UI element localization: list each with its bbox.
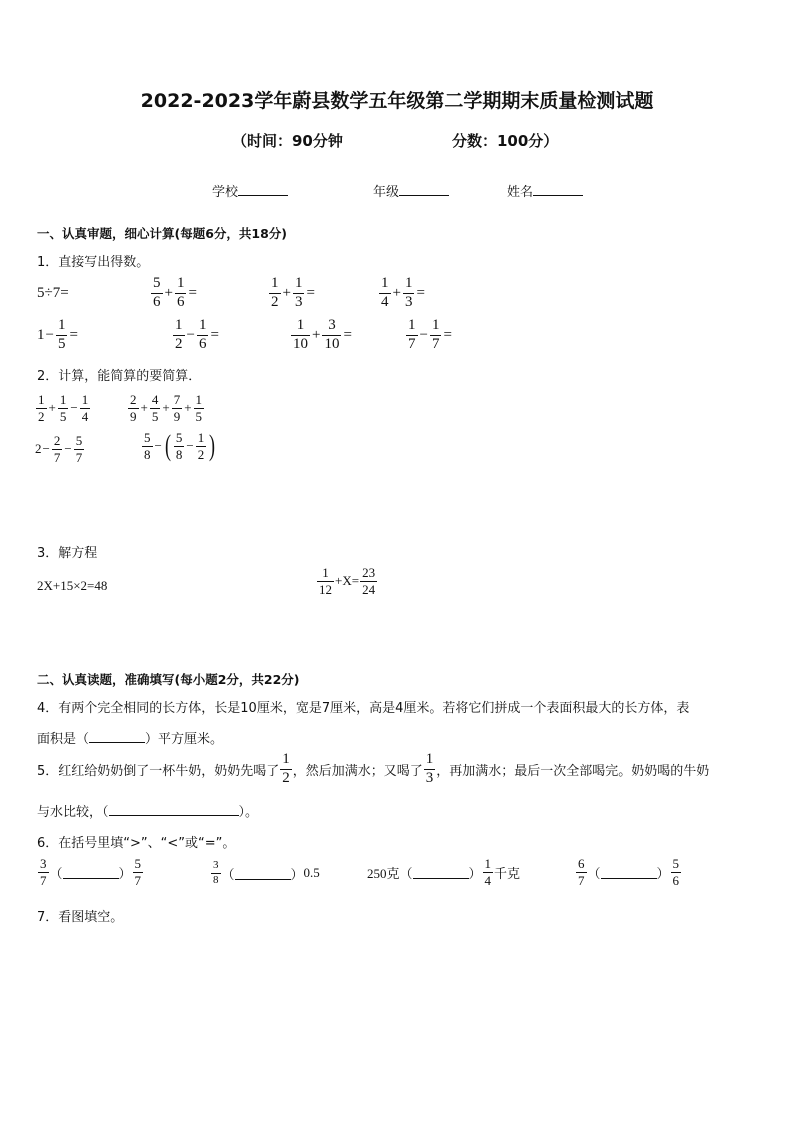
q6-blank-4[interactable] <box>601 866 657 879</box>
q2-calc-4: $\frac{5}{8}$ − ( $\frac{5}{8}$ − $\frac{1}{2}$ ) <box>144 429 216 463</box>
grade-label: 年级 <box>373 185 400 200</box>
q1-expr-2: $\frac{5}{6}$ + $\frac{1}{6}$ = <box>153 275 197 310</box>
q6-blank-1[interactable] <box>63 866 119 879</box>
q7-label: 7．看图填空。 <box>37 910 124 925</box>
q5-line-1: 5．红红给奶奶倒了一杯牛奶，奶奶先喝了 $\frac{1}{2}$ ，然后加满水；又喝了 $\frac{1}{3}$ ，再加满水；最后一次全部喝完。奶奶喝的牛奶 <box>37 751 710 786</box>
q2-calc-3: 2 − $\frac{2}{7}$ − $\frac{5}{7}$ <box>35 433 83 465</box>
q4-line-2: 面积是（ ）平方厘米。 <box>37 732 224 747</box>
exam-score: 分数：100分） <box>452 132 559 150</box>
name-field <box>507 181 583 200</box>
q5-answer-blank[interactable] <box>109 803 239 816</box>
q1-expr-6: $\frac{1}{2}$ − $\frac{1}{6}$ = <box>175 317 219 352</box>
q1-expr-5: 1 − $\frac{1}{5}$ = <box>37 317 78 352</box>
q2-calc-2: $\frac{2}{9}$ + $\frac{4}{5}$ + $\frac{7}{9}$ + $\frac{1}{5}$ <box>130 392 203 424</box>
q6-blank-2[interactable] <box>235 867 291 880</box>
q2-label: 2．计算，能简算的要简算． <box>37 369 202 384</box>
q1-expr-3: $\frac{1}{2}$ + $\frac{1}{3}$ = <box>271 275 315 310</box>
exam-time: （时间：90分钟 <box>232 132 343 150</box>
school-label: 学校 <box>212 185 239 200</box>
grade-blank[interactable] <box>399 183 449 196</box>
q6-compare-3: 250克 （ ） $\frac{1}{4}$ 千克 <box>367 856 521 888</box>
name-blank[interactable] <box>533 183 583 196</box>
q1-expr-7: $\frac{1}{10}$ + $\frac{3}{10}$ = <box>293 317 352 352</box>
school-blank[interactable] <box>238 183 288 196</box>
q1-expr-8: $\frac{1}{7}$ − $\frac{1}{7}$ = <box>408 317 452 352</box>
q6-compare-1: $\frac{3}{7}$ （ ） $\frac{5}{7}$ <box>40 856 142 888</box>
q4-answer-blank[interactable] <box>89 730 145 743</box>
q6-blank-3[interactable] <box>413 866 469 879</box>
q3-equation-2: $\frac{1}{12}$ +X= $\frac{23}{24}$ <box>319 565 376 597</box>
name-label: 姓名 <box>507 185 534 200</box>
page-title: 2022-2023学年蔚县数学五年级第二学期期末质量检测试题 <box>140 90 654 112</box>
q4-line-1: 4．有两个完全相同的长方体，长是10厘米，宽是7厘米，高是4厘米。若将它们拼成一个表面积最大的长方体，表 <box>37 701 690 716</box>
q1-expr-1: 5÷7= <box>37 285 69 301</box>
q3-equation-1: 2X+15×2=48 <box>37 578 108 593</box>
grade-field <box>373 181 449 200</box>
section2-heading: 二、认真读题，准确填写(每小题2分，共22分) <box>37 672 300 687</box>
q5-line-2: 与水比较，（ ）。 <box>37 805 259 820</box>
q1-label: 1．直接写出得数。 <box>37 255 150 270</box>
q3-label: 3．解方程 <box>37 546 98 561</box>
section1-heading: 一、认真审题，细心计算(每题6分，共18分) <box>37 226 288 241</box>
q6-compare-2: $\frac{3}{8}$ （ ） 0.5 <box>213 859 320 886</box>
q6-compare-4: $\frac{6}{7}$ （ ） $\frac{5}{6}$ <box>578 856 680 888</box>
q6-label: 6．在括号里填“>”、“<”或“=”。 <box>37 836 236 851</box>
q1-expr-4: $\frac{1}{4}$ + $\frac{1}{3}$ = <box>381 275 425 310</box>
school-field <box>212 181 288 200</box>
q2-calc-1: $\frac{1}{2}$ + $\frac{1}{5}$ − $\frac{1}{4}$ <box>38 392 89 424</box>
